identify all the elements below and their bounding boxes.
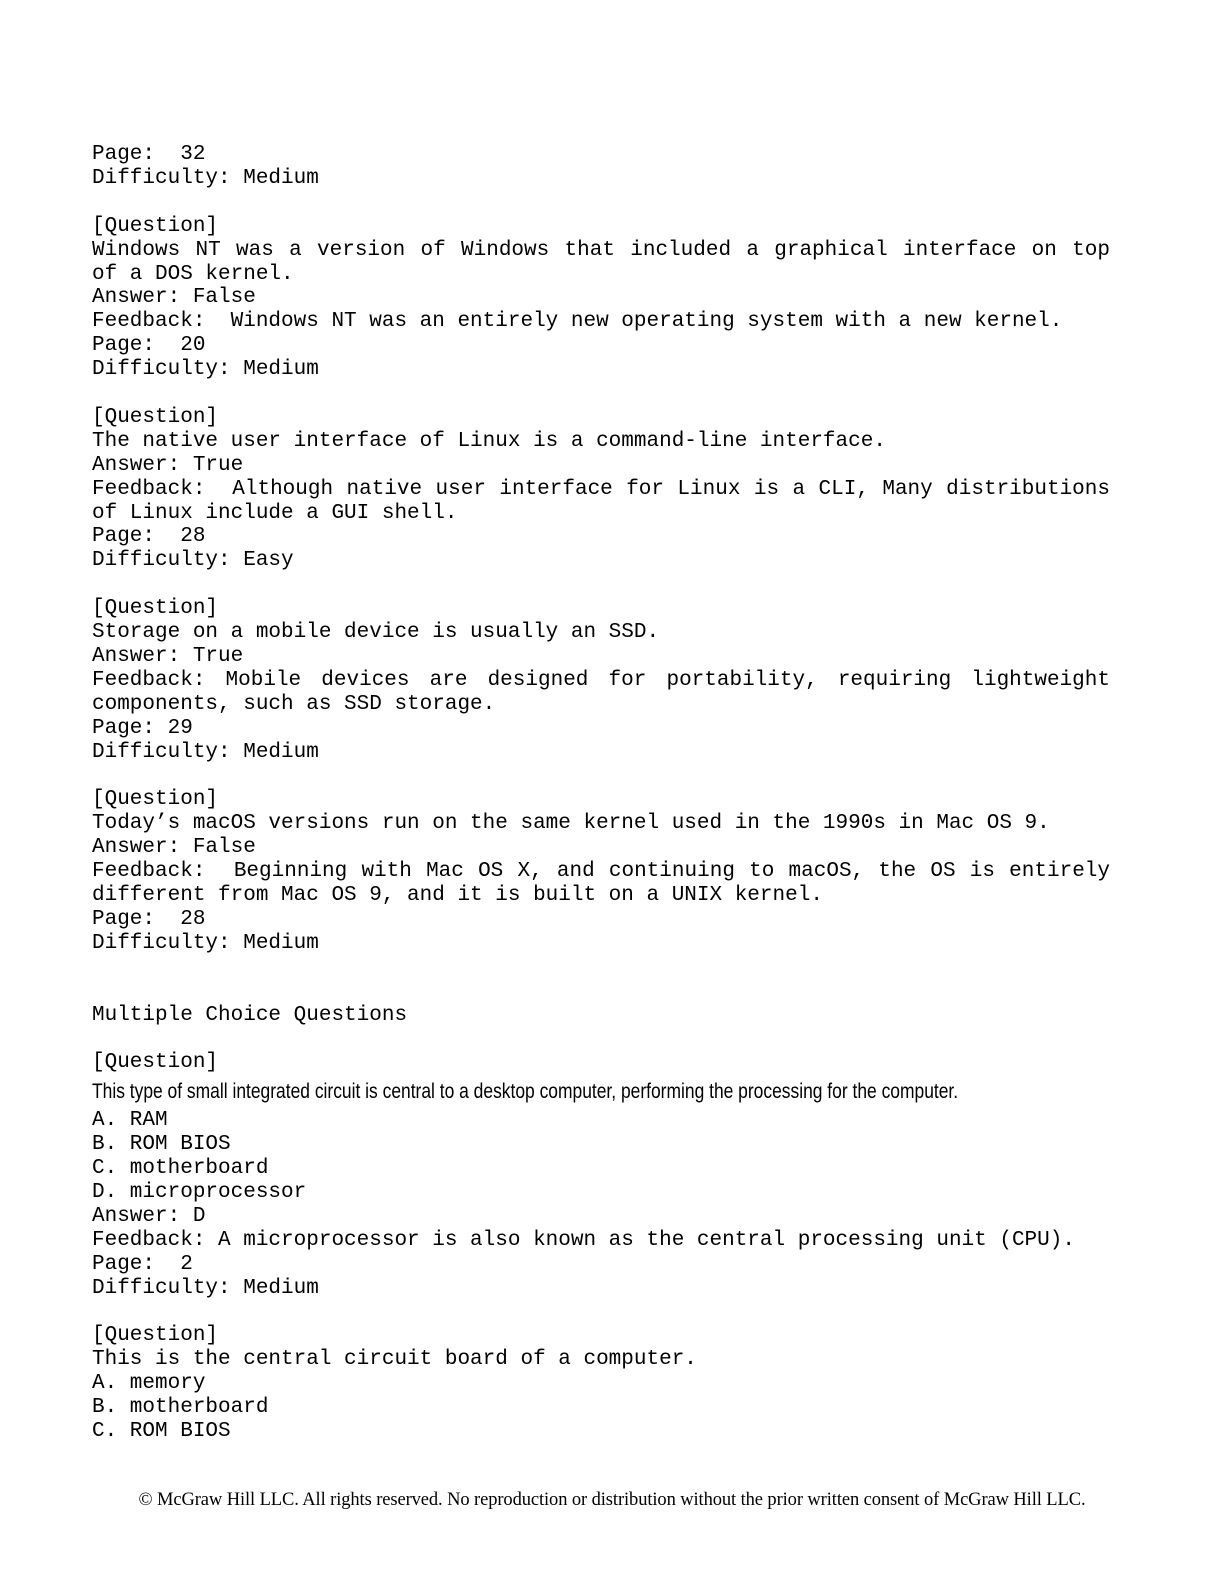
blank-line bbox=[92, 956, 1110, 980]
difficulty-line: Difficulty: Medium bbox=[92, 1276, 319, 1300]
option-d: D. microprocessor bbox=[92, 1180, 307, 1204]
blank-line bbox=[92, 573, 1110, 597]
difficulty-line: Difficulty: Medium bbox=[92, 740, 319, 764]
question-text: The native user interface of Linux is a command-line interface. bbox=[92, 429, 886, 453]
option-b: B. ROM BIOS bbox=[92, 1133, 231, 1157]
feedback-line: Feedback: A microprocessor is also known as the central processing unit (CPU). bbox=[92, 1228, 1075, 1252]
feedback-line: Feedback: Mobile devices are designed for portability, requiring lightweight components, such as SSD storage. bbox=[92, 668, 1110, 716]
blank-line bbox=[92, 980, 1110, 1004]
question-tag: [Question] bbox=[92, 214, 219, 238]
feedback-line: Feedback: Beginning with Mac OS X, and continuing to macOS, the OS is entirely different from Mac OS 9, and it is built on a UNIX kernel. bbox=[92, 860, 1110, 908]
question-text: This is the central circuit board of a computer. bbox=[92, 1348, 697, 1372]
page-ref-line: Page: 2 bbox=[92, 1252, 193, 1276]
page-ref-line: Page: 28 bbox=[92, 525, 206, 549]
blank-line bbox=[92, 1027, 1110, 1051]
difficulty-line: Difficulty: Medium bbox=[92, 931, 319, 955]
question-tag: [Question] bbox=[92, 405, 219, 429]
answer-line: Answer: True bbox=[92, 644, 244, 668]
option-b: B. motherboard bbox=[92, 1396, 269, 1420]
difficulty-line: Difficulty: Easy bbox=[92, 549, 294, 573]
blank-line bbox=[92, 382, 1110, 406]
question-text: This type of small integrated circuit is central to a desktop computer, performing the processing for the computer. bbox=[92, 1080, 959, 1104]
page-ref-line: Page: 32 bbox=[92, 143, 206, 166]
option-c: C. ROM BIOS bbox=[92, 1420, 231, 1443]
option-c: C. motherboard bbox=[92, 1157, 269, 1181]
blank-line bbox=[92, 191, 1110, 215]
feedback-line: Feedback: Although native user interface for Linux is a CLI, Many distributions of Linux include a GUI shell. bbox=[92, 477, 1110, 525]
feedback-line: Feedback: Windows NT was an entirely new operating system with a new kernel. bbox=[92, 310, 1063, 334]
answer-line: Answer: True bbox=[92, 453, 244, 477]
question-text: Windows NT was a version of Windows that included a graphical interface on top of a DOS kernel. bbox=[92, 238, 1110, 286]
question-tag: [Question] bbox=[92, 788, 219, 812]
answer-line: Answer: False bbox=[92, 286, 256, 310]
page-ref-line: Page: 29 bbox=[92, 716, 193, 740]
question-tag: [Question] bbox=[92, 1324, 219, 1348]
section-heading: Multiple Choice Questions bbox=[92, 1003, 408, 1027]
difficulty-line: Difficulty: Medium bbox=[92, 358, 319, 382]
question-tag: [Question] bbox=[92, 1051, 219, 1075]
option-a: A. RAM bbox=[92, 1109, 168, 1133]
answer-line: Answer: D bbox=[92, 1204, 206, 1228]
blank-line bbox=[92, 765, 1110, 789]
footer-copyright: © McGraw Hill LLC. All rights reserved. No reproduction or distribution without the prior written consent of McGraw Hill LLC. bbox=[138, 1490, 1086, 1510]
document-body bbox=[92, 143, 1110, 1444]
option-a: A. memory bbox=[92, 1372, 206, 1396]
difficulty-line: Difficulty: Medium bbox=[92, 166, 319, 190]
question-text: Today’s macOS versions run on the same kernel used in the 1990s in Mac OS 9. bbox=[92, 812, 1050, 836]
question-text: Storage on a mobile device is usually an SSD. bbox=[92, 621, 660, 645]
page-ref-line: Page: 20 bbox=[92, 334, 206, 358]
page-ref-line: Page: 28 bbox=[92, 907, 206, 931]
question-tag: [Question] bbox=[92, 597, 219, 621]
answer-line: Answer: False bbox=[92, 836, 256, 860]
blank-line bbox=[92, 1300, 1110, 1324]
